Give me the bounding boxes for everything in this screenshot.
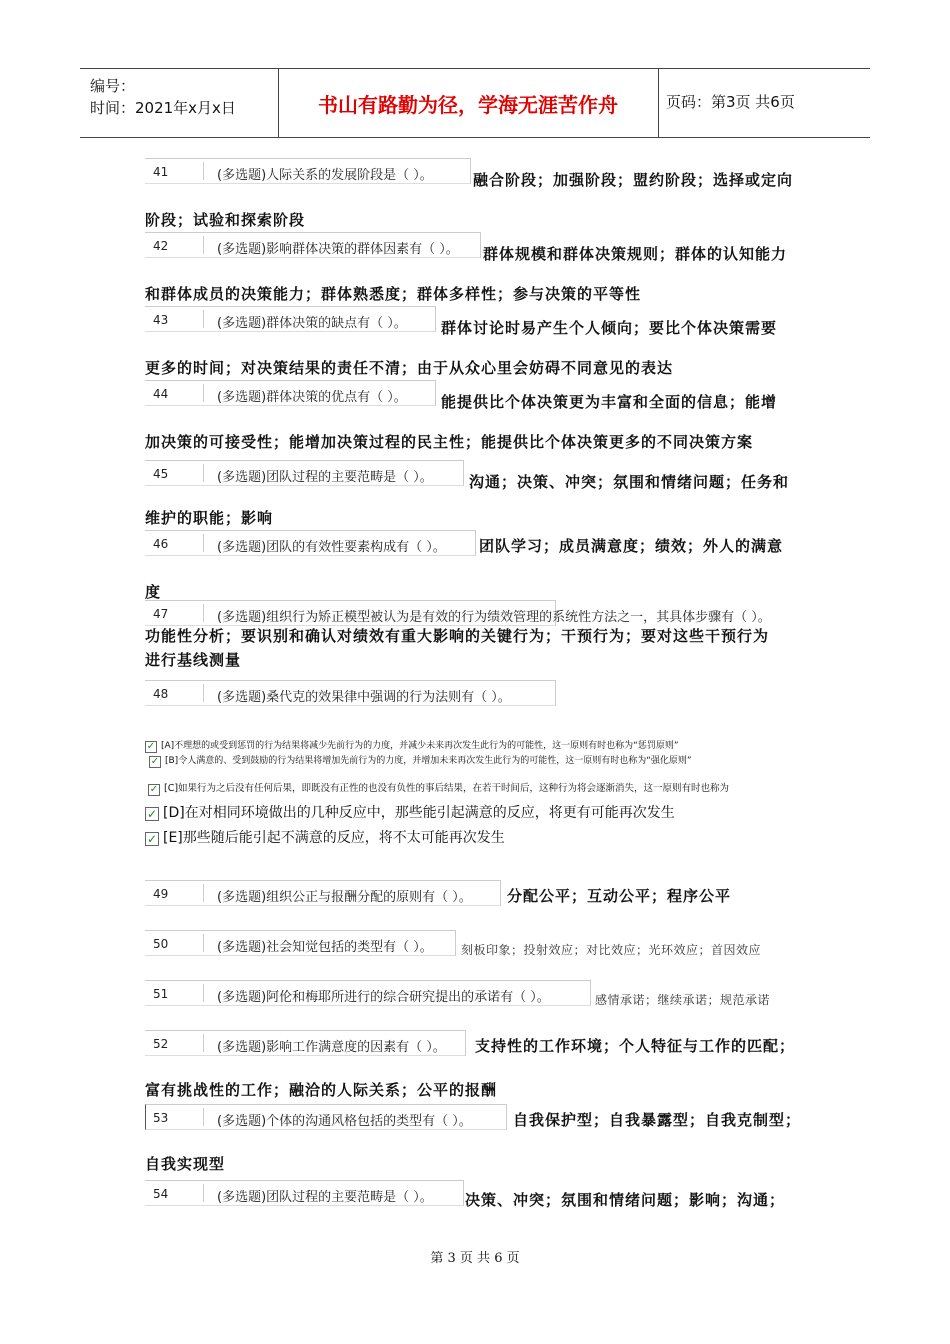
option-c (148, 780, 729, 796)
option-text: [A]不理想的或受到惩罚的行为结果将减少先前行为的力度，并减少未来再次发生此行为的可能性，这一原则有时也称为“惩罚原则” (161, 741, 679, 751)
answer-continuation: 自我实现型 (145, 1155, 226, 1173)
question-text: (多选题)桑代克的效果律中强调的行为法则有（ ）。 (217, 690, 511, 705)
question-number: 50 (153, 937, 169, 951)
option-text: [E]那些随后能引起不满意的反应，将不太可能再次发生 (163, 830, 505, 846)
page-footer: 第 3 页 共 6 页 (430, 1251, 520, 1266)
question-48 (145, 680, 810, 706)
checkbox-checked-icon[interactable]: ✓ (146, 807, 158, 821)
answer-continuation: 加决策的可接受性；能增加决策过程的民主性；能提供比个体决策更多的不同决策方案 (145, 433, 754, 451)
answer-continuation: 度 (145, 583, 162, 601)
question-number: 49 (153, 887, 169, 901)
question-41 (145, 158, 810, 229)
question-text: (多选题)群体决策的缺点有（ ）。 (217, 316, 407, 331)
question-51 (145, 980, 810, 1006)
option-text: [D]在对相同环境做出的几种反应中，那些能引起满意的反应，将更有可能再次发生 (163, 805, 675, 821)
question-45 (145, 460, 810, 527)
header-divider (658, 69, 659, 137)
question-text: (多选题)个体的沟通风格包括的类型有（ ）。 (217, 1114, 472, 1129)
answer-text: 群体规模和群体决策规则；群体的认知能力 (483, 245, 788, 263)
question-number: 45 (153, 467, 169, 481)
question-text: (多选题)阿伦和梅耶所进行的综合研究提出的承诺有（ ）。 (217, 990, 550, 1005)
answer-text: 自我保护型；自我暴露型；自我克制型； (513, 1111, 802, 1129)
answer-text: 团队学习；成员满意度；绩效；外人的满意 (479, 537, 784, 555)
question-number: 47 (153, 607, 169, 621)
question-43 (145, 306, 810, 377)
answer-text: 能提供比个体决策更为丰富和全面的信息；能增 (441, 393, 778, 411)
question-text: (多选题)团队过程的主要范畴是（ ）。 (217, 1190, 433, 1205)
question-52 (145, 1030, 810, 1099)
option-e (145, 827, 505, 847)
header-meta (90, 75, 236, 119)
checkbox-checked-icon[interactable]: ✓ (149, 784, 159, 795)
time-label: 时间：2021年x月x日 (90, 99, 236, 117)
answer-text: 融合阶段；加强阶段；盟约阶段；选择或定向 (473, 171, 794, 189)
question-49 (145, 880, 810, 906)
question-number: 43 (153, 313, 169, 327)
question-number: 44 (153, 387, 169, 401)
answer-continuation: 维护的职能；影响 (145, 509, 274, 527)
answer-text: 决策、冲突；氛围和情绪问题；影响；沟通； (465, 1191, 786, 1209)
question-text: (多选题)团队的有效性要素构成有（ ）。 (217, 540, 446, 555)
question-number: 41 (153, 165, 169, 179)
question-text: (多选题)团队过程的主要范畴是（ ）。 (217, 470, 433, 485)
answer-continuation: 阶段；试验和探索阶段 (145, 211, 306, 229)
question-53 (145, 1104, 810, 1173)
answer-text: 感情承诺；继续承诺；规范承诺 (595, 993, 771, 1007)
question-46 (145, 530, 810, 601)
code-label: 编号： (90, 77, 136, 95)
answer-text: 刻板印象；投射效应；对比效应；光环效应；首因效应 (461, 943, 762, 957)
option-text: [C]如果行为之后没有任何后果，即既没有正性的也没有负性的事后结果，在若干时间后，这种行为将会逐渐消失，这一原则有时也称为 (164, 783, 730, 794)
question-text: (多选题)组织公正与报酬分配的原则有（ ）。 (217, 890, 472, 905)
checkbox-checked-icon[interactable]: ✓ (150, 756, 160, 767)
question-50 (145, 930, 810, 956)
question-text: (多选题)群体决策的优点有（ ）。 (217, 390, 407, 405)
question-number: 48 (153, 687, 169, 701)
checkbox-checked-icon[interactable]: ✓ (146, 741, 156, 752)
answer-text: 分配公平；互动公平；程序公平 (507, 887, 732, 905)
answer-text: 群体讨论时易产生个人倾向；要比个体决策需要 (441, 319, 778, 337)
question-text: (多选题)社会知觉包括的类型有（ ）。 (217, 940, 433, 955)
question-44 (145, 380, 810, 451)
page-header (80, 68, 870, 138)
answer-continuation: 和群体成员的决策能力；群体熟悉度；群体多样性；参与决策的平等性 (145, 285, 642, 303)
answer-continuation: 进行基线测量 (145, 651, 242, 669)
header-motto: 书山有路勤为径，学海无涯苦作舟 (318, 93, 618, 117)
option-d (145, 802, 675, 822)
question-number: 53 (153, 1111, 169, 1125)
option-a (145, 738, 679, 753)
option-b (149, 753, 692, 768)
answer-continuation: 富有挑战性的工作；融洽的人际关系；公平的报酬 (145, 1081, 498, 1099)
answer-continuation: 更多的时间；对决策结果的责任不清；由于从众心里会妨碍不同意见的表达 (145, 359, 674, 377)
question-number: 51 (153, 987, 169, 1001)
question-text: (多选题)组织行为矫正模型被认为是有效的行为绩效管理的系统性方法之一，其具体步骤有（ ）。 (217, 610, 771, 625)
header-page-number: 页码：第3页 共6页 (666, 93, 795, 111)
answer-text: 支持性的工作环境；个人特征与工作的匹配； (475, 1037, 796, 1055)
question-text: (多选题)影响群体决策的群体因素有（ ）。 (217, 242, 459, 257)
checkbox-checked-icon[interactable]: ✓ (146, 832, 158, 846)
question-text: (多选题)人际关系的发展阶段是（ ）。 (217, 168, 433, 183)
answer-text: 功能性分析；要识别和确认对绩效有重大影响的关键行为；干预行为；要对这些干预行为 (145, 627, 770, 645)
question-54 (145, 1180, 810, 1209)
question-text: (多选题)影响工作满意度的因素有（ ）。 (217, 1040, 446, 1055)
option-text: [B]令人满意的、受到鼓励的行为结果将增加先前行为的力度，并增加未来再次发生此行为的可能性，这一原则有时也称为“强化原则” (165, 756, 692, 766)
answer-text: 沟通；决策、冲突；氛围和情绪问题；任务和 (469, 473, 790, 491)
question-number: 52 (153, 1037, 169, 1051)
question-47 (145, 600, 810, 669)
question-number: 42 (153, 239, 169, 253)
question-42 (145, 232, 810, 303)
question-number: 46 (153, 537, 169, 551)
question-number: 54 (153, 1187, 169, 1201)
